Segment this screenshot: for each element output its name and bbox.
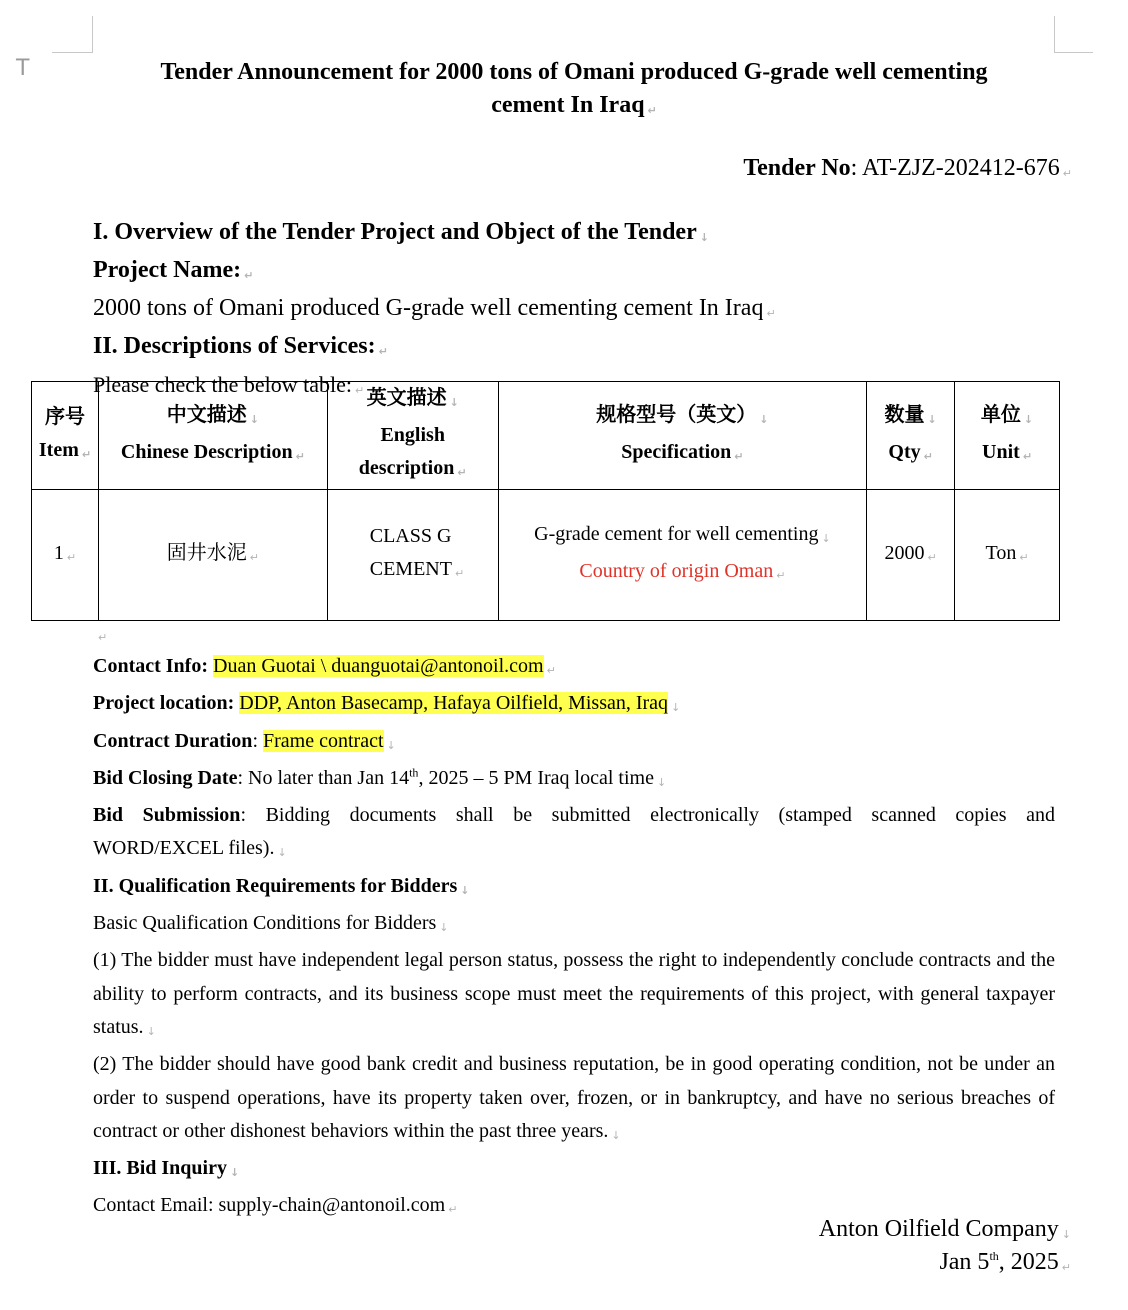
tender-no-label: Tender No xyxy=(743,155,851,181)
bid-closing-date: Bid Closing Date: No later than Jan 14th, 2025 – 5 PM Iraq local time ↓ xyxy=(93,765,667,789)
table-header-row xyxy=(32,382,1060,490)
qualification-item-2: (2) The bidder should have good bank credit and business reputation, be in good operating condition, not be under an order to suspend operations, have its property taken over, frozen, or in bankruptcy, and have no serious breaches of contract or other dishonest behaviors within the past three years. ↓ xyxy=(93,1053,1055,1142)
paragraph-mark-icon: ↵ xyxy=(766,307,776,320)
header-chinese-description: 中文描述 ↓ Chinese Description ↵ xyxy=(98,382,327,490)
inquiry-heading: III. Bid Inquiry ↓ xyxy=(93,1157,240,1180)
qualification-heading: II. Qualification Requirements for Bidders ↓ xyxy=(93,874,470,897)
header-specification: 规格型号（英文） ↓ Specification ↵ xyxy=(498,382,867,490)
title-line-1: Tender Announcement for 2000 tons of Omani produced G-grade well cementing xyxy=(160,59,988,85)
title-line-2: cement In Iraq xyxy=(491,92,645,118)
header-qty: 数量 ↓ Qty ↵ xyxy=(867,382,955,490)
paragraph-mark-icon: ↵ xyxy=(378,345,388,358)
contract-duration-value: Frame contract xyxy=(263,729,384,752)
bid-submission-line1: Bid Submission: Bidding documents shall be submitted electronically (stamped scanned copies and xyxy=(93,804,1055,827)
contact-info: Contact Info: Duan Guotai \ duanguotai@antonoil.com ↵ xyxy=(93,655,556,677)
qualification-subheading: Basic Qualification Conditions for Bidders ↓ xyxy=(93,912,449,935)
overview-section xyxy=(93,216,1055,407)
cell-specification: G-grade cement for well cementing ↓ Country of origin Oman ↵ xyxy=(498,490,867,621)
cell-qty: 2000 ↵ xyxy=(867,490,955,621)
origin-text: Country of origin Oman xyxy=(579,560,774,582)
contact-email: Contact Email: supply-chain@antonoil.com ↵ xyxy=(93,1194,458,1217)
empty-paragraph: ↵ xyxy=(98,631,108,644)
table-intro: Please check the below table: xyxy=(93,372,353,397)
contract-duration: Contract Duration: Frame contract ↓ xyxy=(93,729,396,752)
header-english-description: 英文描述 ↓ English description ↵ xyxy=(327,382,498,490)
tender-no-value: AT-ZJZ-202412-676 xyxy=(862,155,1060,181)
page-corner-mark-top-right xyxy=(1054,16,1093,53)
section1-heading: I. Overview of the Tender Project and Object of the Tender xyxy=(93,219,697,245)
contact-info-value: Duan Guotai \ duanguotai@antonoil.com xyxy=(213,655,544,677)
qualification-item-1: (1) The bidder must have independent legal person status, possess the right to independently conclude contracts and the ability to perform contracts, and its business scope must meet the requirements of this project, with general taxpayer status. ↓ xyxy=(93,949,1055,1038)
cell-chinese: 固井水泥 ↵ xyxy=(98,490,327,621)
bid-submission-line2: WORD/EXCEL files). ↓ xyxy=(93,837,287,860)
cell-item: 1 ↵ xyxy=(32,490,99,621)
text-style-icon: T xyxy=(16,56,30,81)
table-row xyxy=(32,490,1060,621)
tender-details xyxy=(93,650,1055,1227)
header-unit: 单位 ↓ Unit ↵ xyxy=(955,382,1060,490)
section2-heading: II. Descriptions of Services: xyxy=(93,333,376,359)
project-name-label: Project Name: xyxy=(93,257,242,283)
tender-number xyxy=(743,152,1072,190)
page-corner-mark-top-left xyxy=(52,16,93,53)
project-location-value: DDP, Anton Basecamp, Hafaya Oilfield, Missan, Iraq xyxy=(239,692,669,715)
project-name-value: 2000 tons of Omani produced G-grade well cementing cement In Iraq xyxy=(93,295,764,321)
company-signature: Anton Oilfield Company ↓ xyxy=(818,1216,1071,1242)
document-title xyxy=(92,56,1056,127)
header-item: 序号 Item ↵ xyxy=(32,382,99,490)
project-location: Project location: DDP, Anton Basecamp, Hafaya Oilfield, Missan, Iraq ↓ xyxy=(93,692,681,715)
cell-english: CLASS G CEMENT ↵ xyxy=(327,490,498,621)
paragraph-mark-icon: ↵ xyxy=(1062,167,1072,180)
paragraph-mark-icon: ↵ xyxy=(244,269,254,282)
tender-no-separator: : xyxy=(850,155,863,181)
services-table xyxy=(31,381,1060,621)
cell-unit: Ton ↵ xyxy=(955,490,1060,621)
signature-date: Jan 5th, 2025 ↵ xyxy=(939,1249,1071,1275)
paragraph-mark-icon: ↵ xyxy=(355,384,365,397)
paragraph-mark-icon: ↵ xyxy=(647,104,657,117)
line-break-icon: ↓ xyxy=(699,231,709,244)
